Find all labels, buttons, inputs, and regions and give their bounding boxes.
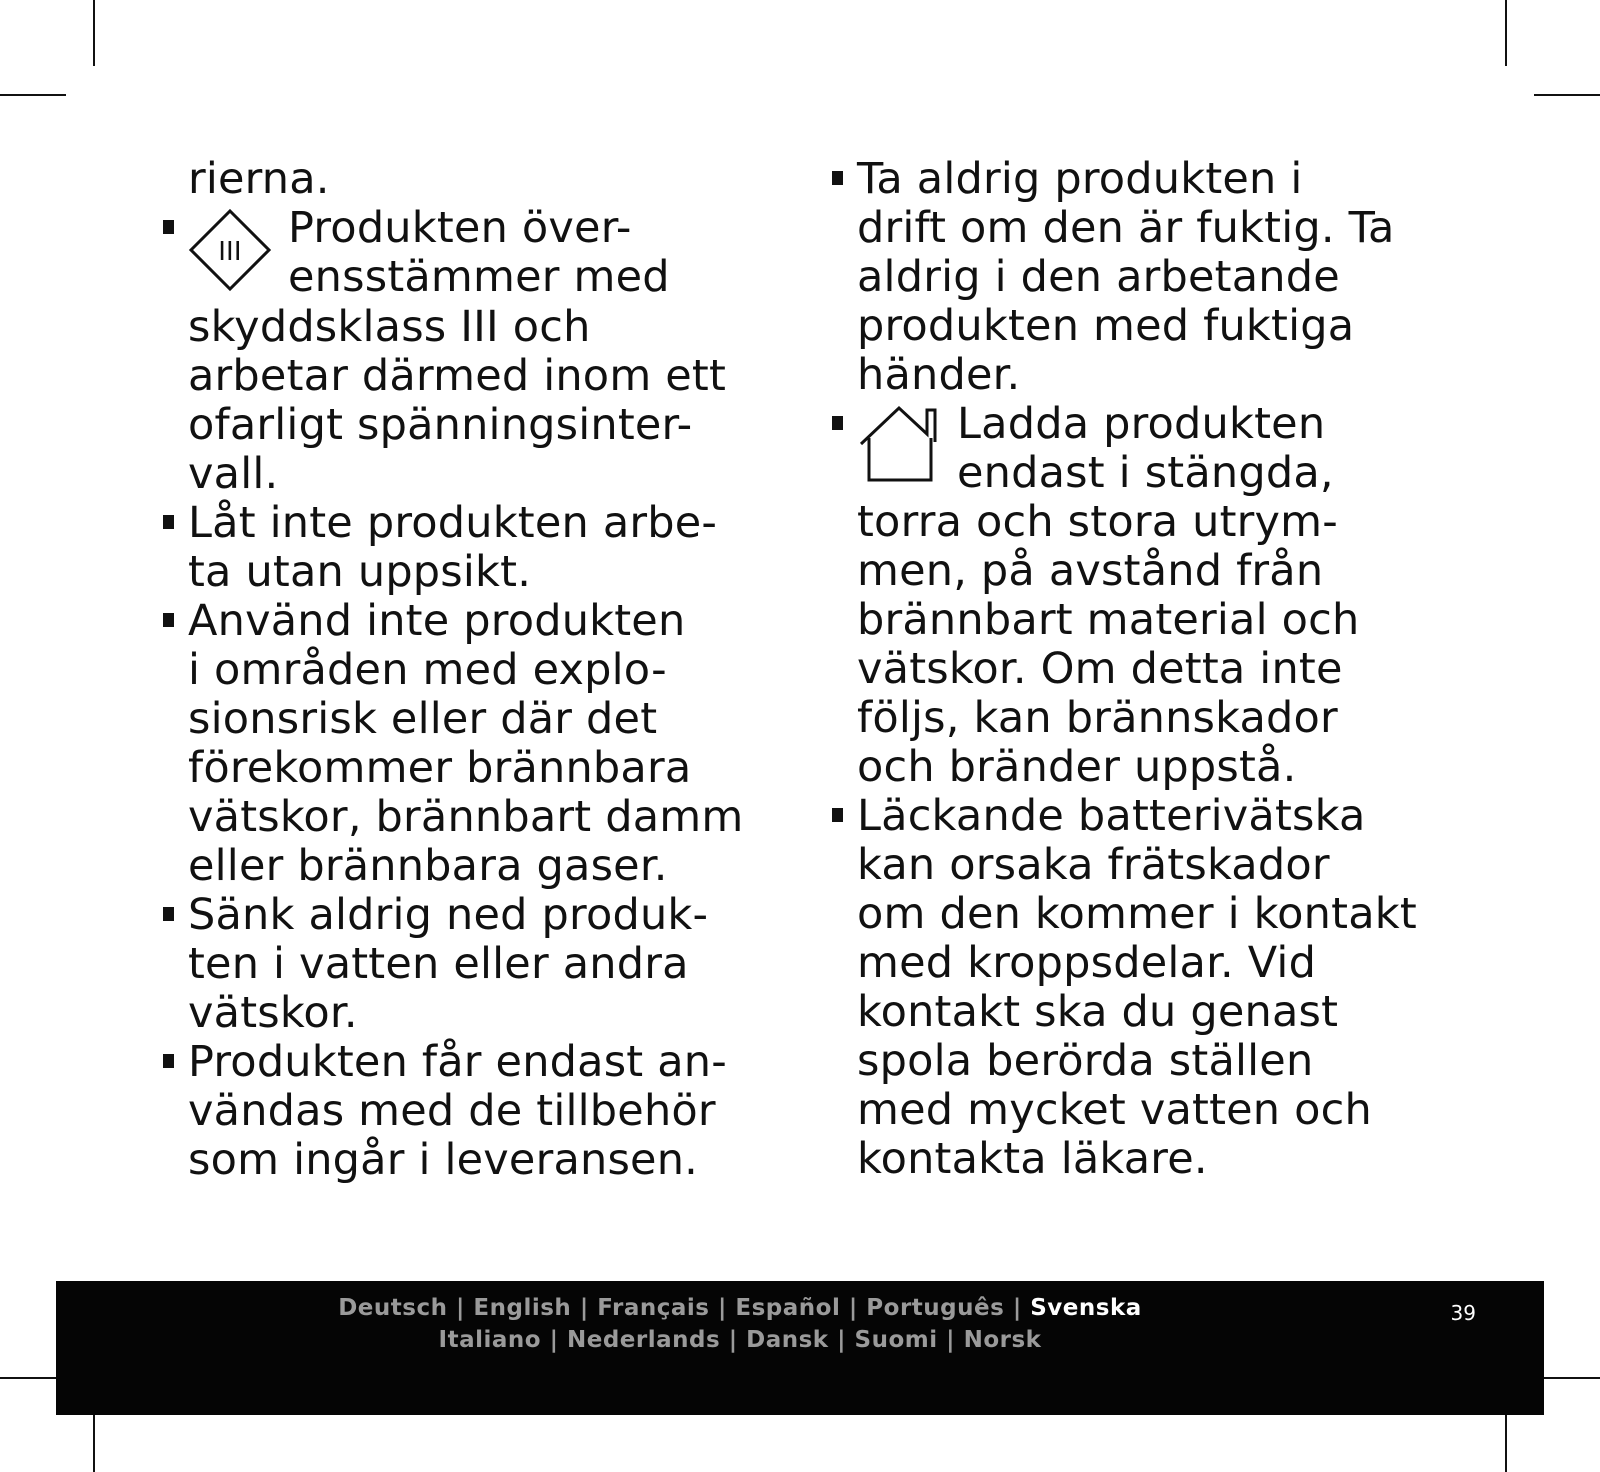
lang-link-espanol[interactable]: Español	[735, 1295, 841, 1321]
lang-link-suomi[interactable]: Suomi	[854, 1327, 938, 1353]
bullet-icon	[163, 220, 174, 234]
lang-link-francais[interactable]: Français	[597, 1295, 710, 1321]
bullet-icon	[832, 808, 843, 822]
list-item	[188, 891, 778, 1038]
continuation-text: rierna.	[188, 154, 330, 204]
separator: |	[549, 1327, 567, 1353]
item-line: Produkten över-	[288, 203, 632, 253]
item-line: Låt inte produkten arbe-	[188, 498, 718, 548]
left-column	[188, 155, 778, 1185]
list-item	[188, 597, 778, 891]
list-item	[857, 400, 1467, 792]
list-item	[857, 155, 1467, 400]
item-line: endast i stängda,	[957, 448, 1334, 498]
footer-bar	[56, 1281, 1544, 1415]
item-line: vall.	[188, 449, 279, 499]
item-line: Sänk aldrig ned produk-	[188, 890, 709, 940]
bullet-icon	[163, 1054, 174, 1068]
list-item	[188, 499, 778, 597]
list-item	[188, 1038, 778, 1185]
item-line: kontakta läkare.	[857, 1134, 1208, 1184]
lang-link-italiano[interactable]: Italiano	[438, 1327, 542, 1353]
item-line: spola berörda ställen	[857, 1036, 1314, 1086]
item-line: ta utan uppsikt.	[188, 547, 532, 597]
separator: |	[456, 1295, 474, 1321]
right-column	[857, 155, 1467, 1184]
item-line: vätskor. Om detta inte	[857, 644, 1343, 694]
item-line: följs, kan brännskador	[857, 693, 1338, 743]
item-line: men, på avstånd från	[857, 546, 1324, 596]
crop-mark	[1505, 0, 1507, 66]
item-line: Produkten får endast an-	[188, 1037, 727, 1087]
language-nav-row-2	[56, 1327, 1544, 1353]
separator: |	[717, 1295, 736, 1321]
item-line: ensstämmer med	[288, 252, 670, 302]
lang-link-english[interactable]: English	[473, 1295, 572, 1321]
item-line: skyddsklass III och	[188, 302, 591, 352]
crop-mark	[93, 0, 95, 66]
page-number: 39	[1450, 1301, 1476, 1325]
item-line: Ladda produkten	[957, 399, 1326, 449]
separator: |	[946, 1327, 964, 1353]
item-line: kontakt ska du genast	[857, 987, 1339, 1037]
item-line: vätskor, brännbart damm	[188, 792, 744, 842]
item-line: Ta aldrig produkten i	[857, 154, 1303, 204]
bullet-icon	[163, 613, 174, 627]
item-line: aldrig i den arbetande	[857, 252, 1340, 302]
crop-mark	[93, 1406, 95, 1472]
bullet-icon	[832, 416, 843, 430]
item-line: kan orsaka frätskador	[857, 840, 1330, 890]
item-line: Använd inte produkten	[188, 596, 686, 646]
item-line: brännbart material och	[857, 595, 1360, 645]
item-line: Läckande batterivätska	[857, 791, 1366, 841]
separator: |	[579, 1295, 598, 1321]
item-line: torra och stora utrym-	[857, 497, 1338, 547]
language-nav-row-1	[56, 1295, 1544, 1321]
lang-link-portugues[interactable]: Português	[866, 1295, 1005, 1321]
crop-mark	[0, 94, 66, 96]
item-line: arbetar därmed inom ett	[188, 351, 727, 401]
list-item	[188, 204, 778, 499]
item-line: drift om den är fuktig. Ta	[857, 203, 1395, 253]
item-line: med mycket vatten och	[857, 1085, 1372, 1135]
separator: |	[848, 1295, 867, 1321]
lang-link-svenska[interactable]: Svenska	[1030, 1295, 1142, 1321]
item-line: om den kommer i kontakt	[857, 889, 1417, 939]
crop-mark	[1505, 1406, 1507, 1472]
bullet-icon	[832, 171, 843, 185]
item-line: och bränder uppstå.	[857, 742, 1297, 792]
item-line: ten i vatten eller andra	[188, 939, 689, 989]
crop-mark	[1534, 94, 1600, 96]
item-line: som ingår i leveransen.	[188, 1135, 699, 1185]
bullet-icon	[163, 907, 174, 921]
item-line: sionsrisk eller där det	[188, 694, 658, 744]
item-line: händer.	[857, 350, 1021, 400]
item-line: förekommer brännbara	[188, 743, 692, 793]
indoor-use-house-icon	[857, 404, 941, 495]
item-line: i områden med explo-	[188, 645, 667, 695]
lang-link-nederlands[interactable]: Nederlands	[567, 1327, 721, 1353]
item-line: ofarligt spänningsinter-	[188, 400, 693, 450]
bullet-icon	[163, 515, 174, 529]
protection-class-iii-icon	[188, 208, 272, 303]
item-line: vätskor.	[188, 988, 358, 1038]
symbol-text: III	[218, 237, 242, 267]
separator: |	[728, 1327, 747, 1353]
item-line: eller brännbara gaser.	[188, 841, 668, 891]
separator: |	[837, 1327, 855, 1353]
item-line: med kroppsdelar. Vid	[857, 938, 1317, 988]
item-line: vändas med de tillbehör	[188, 1086, 716, 1136]
item-line: produkten med fuktiga	[857, 301, 1355, 351]
list-item	[857, 792, 1467, 1184]
lang-link-dansk[interactable]: Dansk	[746, 1327, 829, 1353]
separator: |	[1012, 1295, 1031, 1321]
lang-link-norsk[interactable]: Norsk	[963, 1327, 1042, 1353]
lang-link-deutsch[interactable]: Deutsch	[338, 1295, 448, 1321]
